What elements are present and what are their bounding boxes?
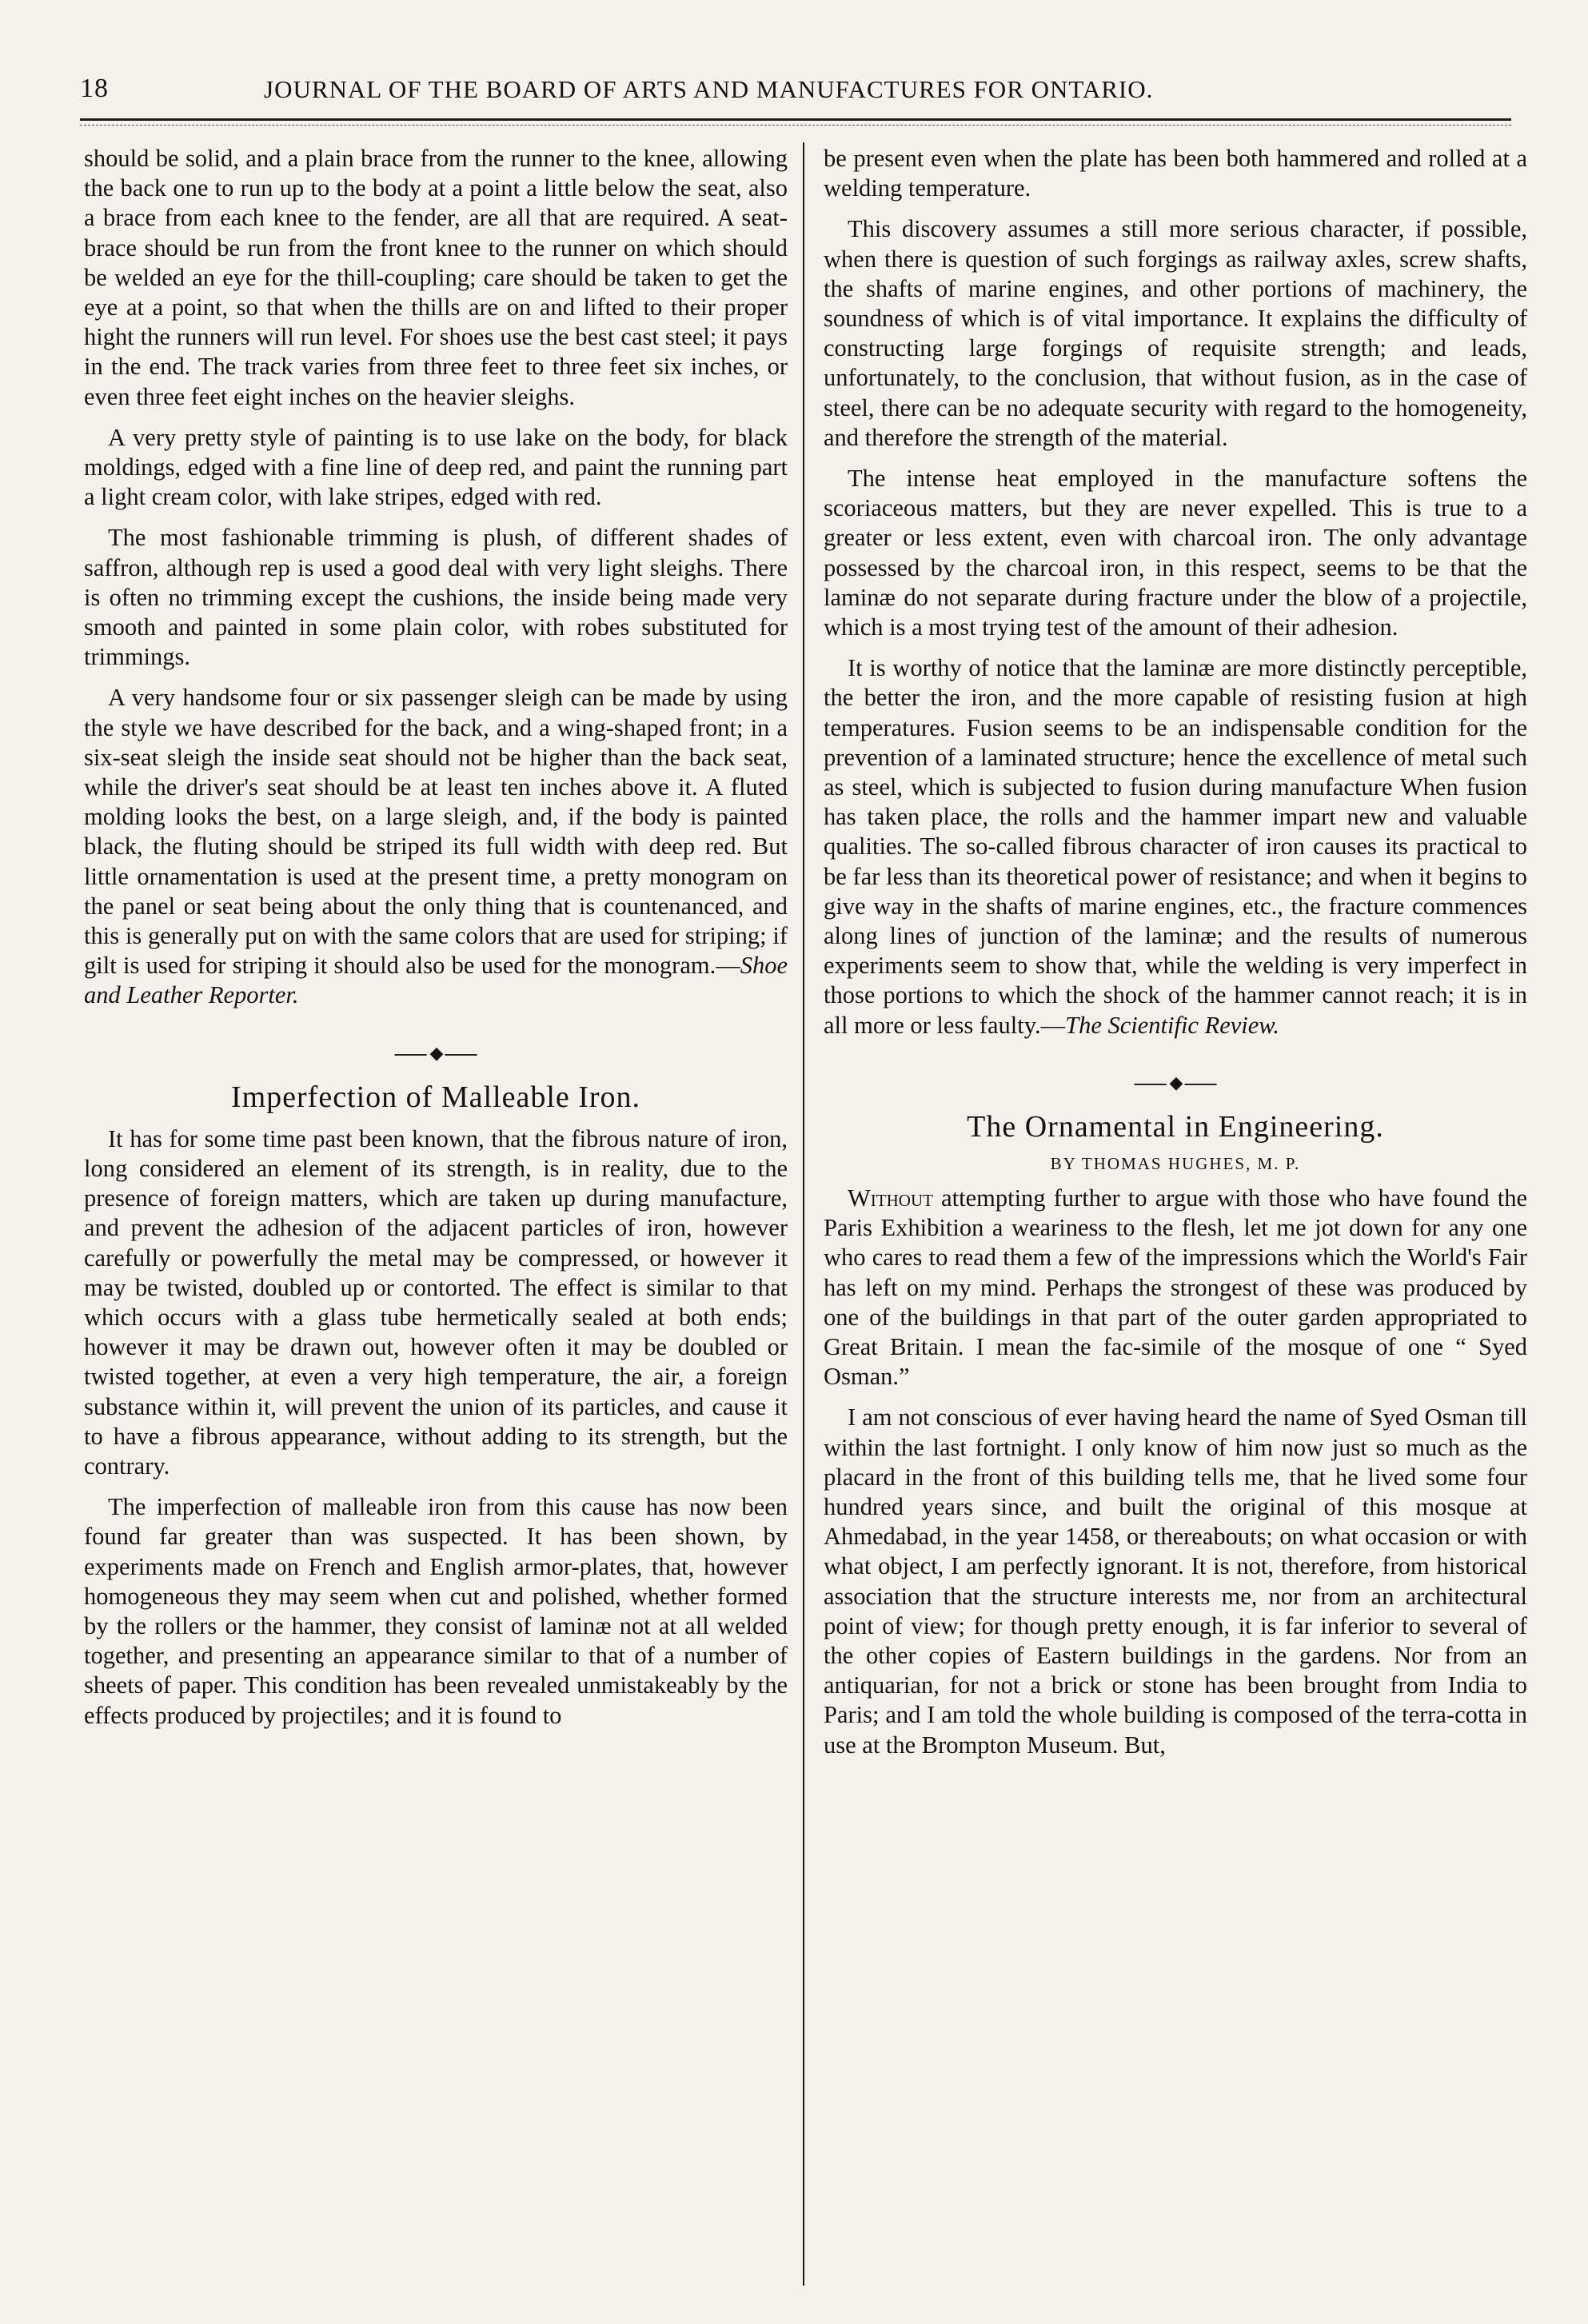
left-column xyxy=(84,144,788,1742)
paragraph-with-dropword xyxy=(824,1184,1527,1392)
paragraph: be present even when the plate has been both hammered and rolled at a welding temperature. xyxy=(824,145,1527,202)
separator-ornament: ◆ xyxy=(1131,1072,1220,1093)
source-citation: Shoe and Leather Reporter. xyxy=(84,952,788,1009)
opening-word: Without xyxy=(848,1184,933,1212)
separator-ornament: ◆ xyxy=(392,1043,481,1064)
paragraph: should be solid, and a plain brace from the runner to the knee, allowing the back one to run up to the body at a point a little below the seat, also a brace from each knee to the fender, are all that are required. A seat-brace should be run from the front knee to the runner on which should be welded an eye for the thill-coupling; care should be taken to get the eye at a point, so that when the thills are on and lifted to their proper hight the runners will run level. For shoes use the best cast steel; it pays in the end. The track varies from three feet to three feet six inches, or even three feet eight inches on the heavier sleighs. xyxy=(84,145,788,410)
paragraph-with-source xyxy=(84,683,788,1010)
header-rule xyxy=(80,118,1511,121)
paragraph-text: A very handsome four or six passenger sleigh can be made by using the style we have described for the back, and a wing-shaped front; in a six-seat sleigh the inside seat should not be higher than the back seat, while the driver's seat should be at least ten inches above it. A fluted molding looks the best, on a large sleigh, and, if the body is painted black, the fluting should be striped its full width with deep red. But little ornamentation is used at the present time, a pretty monogram on the panel or seat being about the only thing that is countenanced, and this is generally put on with the same colors that are used for striping; if gilt is used for striping it should also be used for the monogram.— xyxy=(84,684,788,980)
paragraph: I am not conscious of ever having heard the name of Syed Osman till within the last fortnight. I only know of him now just so much as the placard in the front of this building tells me, that he lived some four hundred years since, and built the original of this mosque at Ahmedabad, in the year 1458, or thereabouts; on what occasion or with what object, I am perfectly ignorant. It is not, therefore, from historical association that the structure interests me, nor from an architectural point of view; for though pretty enough, it is far inferior to several of the other copies of Eastern buildings in the gardens. Nor from an antiquarian, for not a brick or stone has been brought from India to Paris; and I am told the whole building is composed of the terra-cotta in use at the Brompton Museum. But, xyxy=(824,1404,1527,1759)
paragraph: The imperfection of malleable iron from this cause has now been found far greater than was suspected. It has been shown, by experiments made on French and English armor-plates, that, however homogeneous they may seem when cut and polished, whether formed by the rollers or the hammer, they consist of laminæ not at all welded together, and presenting an appearance similar to that of a number of sheets of paper. This condition has been revealed unmistakeably by the effects produced by projectiles; and it is found to xyxy=(84,1493,788,1729)
article-title: The Ornamental in Engineering. xyxy=(967,1109,1384,1144)
paragraph: This discovery assumes a still more serious character, if possible, when there is question of such forgings as railway axles, screw shafts, the shafts of marine engines, and other portions of machinery, the soundness of which is of vital importance. It explains the difficulty of constructing large forgings of requisite strength; and leads, unfortunately, to the conclusion, that without fusion, as in the case of steel, there can be no adequate security with regard to the homogeneity, and therefore the strength of the material. xyxy=(824,215,1527,451)
right-column xyxy=(824,144,1527,1771)
paragraph: The intense heat employed in the manufacture softens the scoriaceous matters, but they are never expelled. This is true to a greater or less extent, even with charcoal iron. The only advantage possessed by the charcoal iron, in this respect, seems to be that the laminæ do not separate during fracture under the blow of a projectile, which is a most trying test of the amount of their adhesion. xyxy=(824,465,1527,641)
paragraph: A very pretty style of painting is to use lake on the body, for black moldings, edged with a fine line of deep red, and paint the running part a light cream color, with lake stripes, edged with red. xyxy=(84,423,788,511)
article-separator xyxy=(824,1052,1527,1109)
column-divider xyxy=(803,142,804,2286)
article-byline: BY THOMAS HUGHES, M. P. xyxy=(1050,1153,1301,1173)
page-header xyxy=(80,74,1503,110)
paragraph: The most fashionable trimming is plush, of different shades of saffron, although rep is used a good deal with very light sleighs. There is often no trimming except the cushions, the inside being made very smooth and painted in some plain color, with robes substituted for trimmings. xyxy=(84,524,788,671)
paragraph-text: attempting further to argue with those who have found the Paris Exhibition a weariness to the flesh, let me jot down for any one who cares to read them a few of the impressions which the World's Fair has left on my mind. Perhaps the strongest of these was produced by one of the buildings in that part of the outer garden appropriated to Great Britain. I mean the fac-simile of the mosque of one “ Syed Osman.” xyxy=(824,1184,1527,1391)
article-separator xyxy=(84,1022,788,1080)
paragraph-text: It is worthy of notice that the laminæ are more distinctly perceptible, the better the iron, and the more capable of resisting fusion at high temperatures. Fusion seems to be an indispensable condition for the prevention of a laminated structure; hence the excellence of metal such as steel, which is subjected to fusion during manufacture When fusion has taken place, the rolls and the hammer impart new and valuable qualities. The so-called fibrous character of iron causes its practical to be far less than its theoretical power of resistance; and when it begins to give way in the shafts of marine engines, etc., the fracture commences along lines of junction of the laminæ; and the results of numerous experiments seem to show that, while the welding is very imperfect in those portions to which the shock of the hammer cannot reach; it is in all more or less faulty.— xyxy=(824,654,1527,1039)
header-rule-dashed xyxy=(80,125,1511,126)
paragraph: It has for some time past been known, that the fibrous nature of iron, long considered an element of its strength, is in reality, due to the presence of foreign matters, which are taken up during manufacture, and prevent the adhesion of the adjacent particles of iron, however carefully or powerfully the metal may be compressed, or however it may be twisted, doubled up or contorted. The effect is similar to that which occurs with a glass tube hermetically sealed at both ends; however it may be drawn out, however often it may be doubled or twisted together, at even a very high temperature, the air, a foreign substance within it, will prevent the union of its particles, and cause it to have a fibrous appearance, without adding to its strength, but the contrary. xyxy=(84,1124,788,1479)
article-title: Imperfection of Malleable Iron. xyxy=(230,1080,641,1114)
source-citation: The Scientific Review. xyxy=(1065,1011,1280,1039)
page-number: 18 xyxy=(80,74,109,103)
paragraph-with-source xyxy=(824,653,1527,1040)
running-title: JOURNAL OF THE BOARD OF ARTS AND MANUFACTURES FOR ONTARIO. xyxy=(264,75,1154,103)
